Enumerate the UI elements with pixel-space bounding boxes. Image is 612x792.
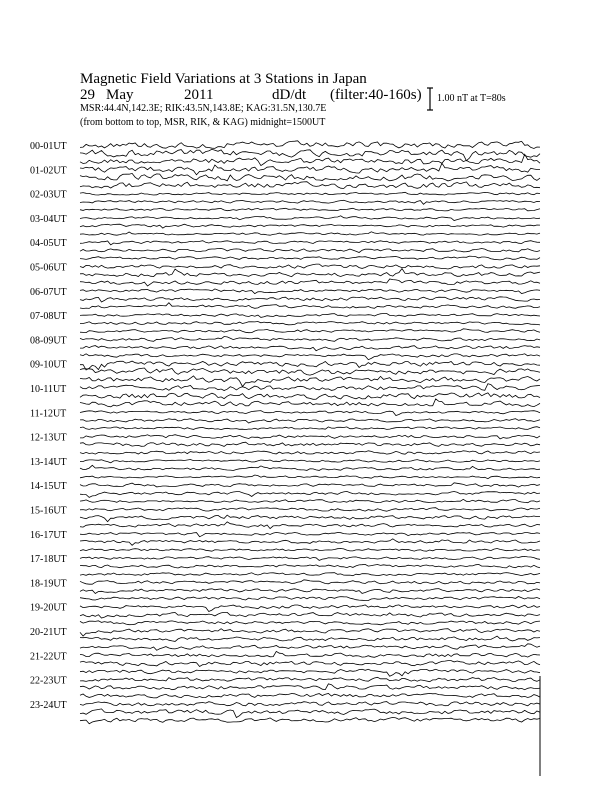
hour-row-label: 21-22UT — [30, 651, 67, 663]
station-order-note: (from bottom to top, MSR, RIK, & KAG) midnight=1500UT — [80, 117, 326, 128]
hour-row-label: 09-10UT — [30, 359, 67, 371]
trace-kag — [80, 460, 540, 463]
trace-kag — [80, 651, 540, 657]
trace-kag — [80, 483, 540, 487]
date-month: May — [106, 87, 134, 103]
trace-rik — [80, 589, 540, 594]
trace-kag — [80, 605, 540, 612]
hour-row-label: 19-20UT — [30, 602, 67, 614]
hour-row-label: 04-05UT — [30, 238, 67, 250]
trace-msr — [80, 182, 540, 189]
trace-msr — [80, 256, 540, 260]
trace-msr — [80, 232, 540, 235]
trace-rik — [80, 248, 540, 252]
trace-kag — [80, 141, 540, 149]
trace-kag — [80, 216, 540, 221]
trace-rik — [80, 539, 540, 546]
trace-rik — [80, 661, 540, 667]
trace-msr — [80, 522, 540, 529]
hour-row-label: 02-03UT — [30, 189, 67, 201]
trace-msr — [80, 399, 540, 407]
trace-rik — [80, 297, 540, 302]
trace-kag — [80, 264, 540, 269]
trace-rik — [80, 149, 540, 160]
trace-rik — [80, 346, 540, 351]
hour-row-label: 23-24UT — [30, 699, 67, 711]
trace-rik — [80, 491, 540, 497]
trace-kag — [80, 361, 540, 370]
trace-rik — [80, 636, 540, 641]
hour-row-label: 13-14UT — [30, 456, 67, 468]
trace-msr — [80, 303, 540, 309]
trace-msr — [80, 597, 540, 601]
trace-rik — [80, 709, 540, 718]
trace-msr — [80, 621, 540, 625]
hour-row-label: 15-16UT — [30, 505, 67, 517]
date-day: 29 — [80, 87, 95, 103]
hour-row-label: 10-11UT — [30, 384, 67, 395]
trace-kag — [80, 677, 540, 681]
trace-kag — [80, 702, 540, 706]
trace-msr — [80, 717, 540, 723]
chart-title: Magnetic Field Variations at 3 Stations in Japan — [80, 71, 367, 87]
hour-row-label: 08-09UT — [30, 335, 67, 347]
trace-rik — [80, 173, 540, 181]
trace-msr — [80, 693, 540, 698]
trace-kag — [80, 337, 540, 342]
trace-rik — [80, 684, 540, 690]
trace-kag — [80, 384, 540, 391]
hour-rows — [30, 141, 540, 776]
trace-rik — [80, 393, 540, 399]
hour-row-label: 20-21UT — [30, 627, 67, 638]
trace-rik — [80, 368, 540, 375]
hour-row-label: 07-08UT — [30, 311, 67, 323]
filter-label: (filter:40-160s) — [330, 87, 422, 103]
hour-row-label: 01-02UT — [30, 165, 67, 177]
trace-kag — [80, 508, 540, 512]
scale-bar-icon — [427, 88, 433, 110]
trace-kag — [80, 629, 540, 636]
trace-kag — [80, 289, 540, 294]
trace-rik — [80, 269, 540, 277]
trace-msr — [80, 549, 540, 552]
trace-msr — [80, 451, 540, 454]
trace-msr — [80, 354, 540, 360]
hour-row-label: 06-07UT — [30, 286, 67, 298]
trace-rik — [80, 612, 540, 618]
trace-msr — [80, 208, 540, 211]
trace-kag — [80, 556, 540, 560]
hour-row-label: 22-23UT — [30, 675, 67, 687]
trace-kag — [80, 314, 540, 318]
trace-msr — [80, 376, 540, 387]
trace-msr — [80, 644, 540, 651]
hour-row-label: 03-04UT — [30, 213, 67, 225]
hour-row-label: 12-13UT — [30, 432, 67, 444]
trace-kag — [80, 435, 540, 439]
trace-msr — [80, 669, 540, 676]
date-year: 2011 — [184, 87, 214, 103]
trace-msr — [80, 329, 540, 333]
trace-kag — [80, 411, 540, 416]
hour-row-label: 17-18UT — [30, 554, 67, 566]
hour-row-label: 00-01UT — [30, 141, 67, 152]
hour-row-label: 05-06UT — [30, 262, 67, 274]
trace-msr — [80, 499, 540, 502]
trace-kag — [80, 192, 540, 195]
trace-kag — [80, 580, 540, 584]
stations-coordinates: MSR:44.4N,142.3E; RIK:43.5N,143.8E; KAG:31.5N,130.7E — [80, 103, 327, 114]
trace-rik — [80, 442, 540, 446]
trace-msr — [80, 475, 540, 479]
trace-rik — [80, 419, 540, 423]
hour-row-label: 11-12UT — [30, 408, 67, 420]
trace-rik — [80, 200, 540, 204]
quantity-label: dD/dt — [272, 87, 307, 103]
trace-rik — [80, 564, 540, 568]
trace-msr — [80, 573, 540, 576]
trace-rik — [80, 465, 540, 470]
hour-row-label: 18-19UT — [30, 578, 67, 590]
hour-row-label: 14-15UT — [30, 481, 67, 493]
trace-msr — [80, 279, 540, 286]
trace-rik — [80, 224, 540, 228]
scale-bar-label: 1.00 nT at T=80s — [437, 93, 506, 104]
trace-msr — [80, 427, 540, 430]
hour-row-label: 16-17UT — [30, 529, 67, 541]
trace-kag — [80, 532, 540, 536]
trace-rik — [80, 515, 540, 522]
trace-rik — [80, 322, 540, 325]
trace-kag — [80, 163, 540, 175]
trace-kag — [80, 241, 540, 245]
